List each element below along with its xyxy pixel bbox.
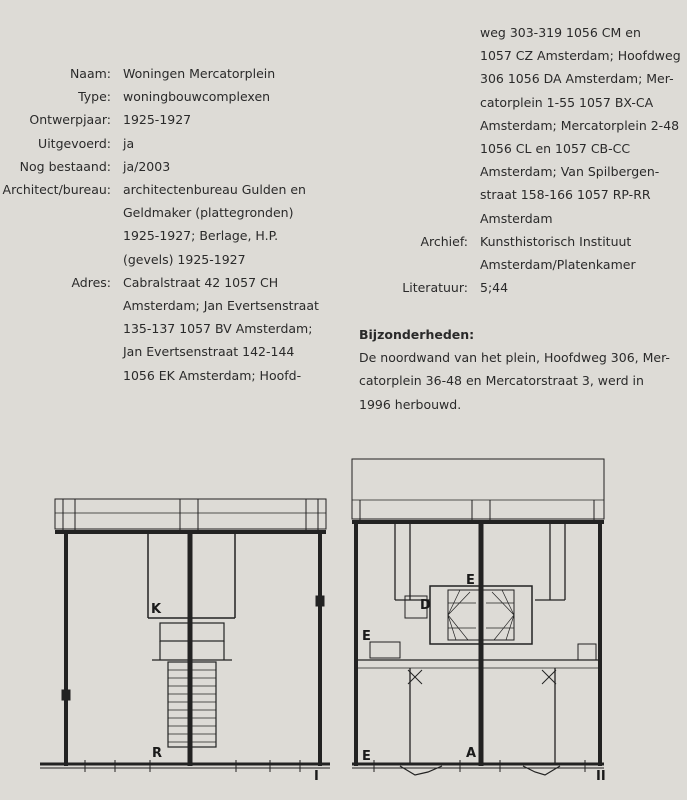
field-label: Naam: (69, 66, 111, 81)
field-value-line: Geldmaker (plattegronden) (123, 205, 294, 221)
field-value-line: Amsterdam/Platenkamer (480, 257, 636, 273)
plan-label-e-mid: E (362, 629, 371, 644)
plan-label-numeral-right: II (596, 769, 606, 784)
field-value-line: Amsterdam; Mercatorplein 2-48 (480, 117, 680, 133)
field-value-line: 306 1056 DA Amsterdam; Mer- (480, 71, 674, 87)
field-value-line: (gevels) 1925-1927 (123, 251, 246, 267)
field-value-line: 5;44 (480, 280, 509, 296)
field-value-line: Jan Evertsenstraat 142-144 (123, 344, 295, 360)
plan-label-e-top: E (466, 573, 475, 588)
field-label: Ontwerpjaar: (29, 112, 111, 128)
field-value-line: woningbouwcomplexen (123, 89, 271, 105)
plan-label-a: A (466, 746, 477, 761)
notes-line: De noordwand van het plein, Hoofdweg 306, Mer- (359, 350, 670, 366)
plan-label-k: K (151, 602, 162, 617)
floor-plan-left (40, 499, 330, 772)
field-value-line: Woningen Mercatorplein (123, 66, 276, 81)
field-label: Uitgevoerd: (38, 135, 111, 151)
plan-label-numeral-left: I (314, 769, 319, 784)
field-value-line: 135-137 1057 BV Amsterdam; (123, 321, 313, 337)
field-value-line: 1057 CZ Amsterdam; Hoofdweg (480, 48, 681, 64)
field-value-line: 1056 EK Amsterdam; Hoofd- (123, 367, 302, 383)
field-label: Architect/bureau: (2, 182, 111, 198)
field-value-line: Kunsthistorisch Instituut (480, 233, 632, 249)
field-label: Archief: (420, 233, 468, 249)
notes-title: Bijzonderheden: (359, 327, 475, 342)
floor-plan-right (352, 459, 604, 775)
field-value-line: 1925-1927; Berlage, H.P. (123, 228, 279, 244)
field-value-line: 1925-1927 (123, 112, 192, 128)
field-value-line: Amsterdam; Jan Evertsenstraat (123, 298, 319, 314)
field-value-line: straat 158-166 1057 RP-RR (480, 187, 651, 203)
field-value-line: ja/2003 (123, 158, 171, 174)
plan-label-r: R (152, 746, 163, 761)
notes-line: catorplein 36-48 en Mercatorstraat 3, werd in (359, 373, 644, 389)
plan-label-d: D (420, 598, 431, 613)
plan-label-e-bottom: E (362, 749, 371, 764)
field-value-line: catorplein 1-55 1057 BX-CA (480, 94, 654, 110)
field-value-line: ja (123, 135, 135, 151)
field-value-line: Amsterdam (480, 210, 553, 226)
field-label: Type: (78, 89, 111, 105)
field-label: Adres: (71, 274, 111, 290)
field-value-line: weg 303-319 1056 CM en (480, 25, 641, 40)
field-value-line: Amsterdam; Van Spilbergen- (480, 164, 660, 180)
field-label: Nog bestaand: (19, 158, 111, 174)
field-label: Literatuur: (402, 280, 468, 296)
field-value-line: 1056 CL en 1057 CB-CC (480, 141, 631, 157)
notes-line: 1996 herbouwd. (359, 396, 462, 412)
field-value-line: architectenbureau Gulden en (123, 182, 306, 198)
field-value-line: Cabralstraat 42 1057 CH (123, 274, 279, 290)
